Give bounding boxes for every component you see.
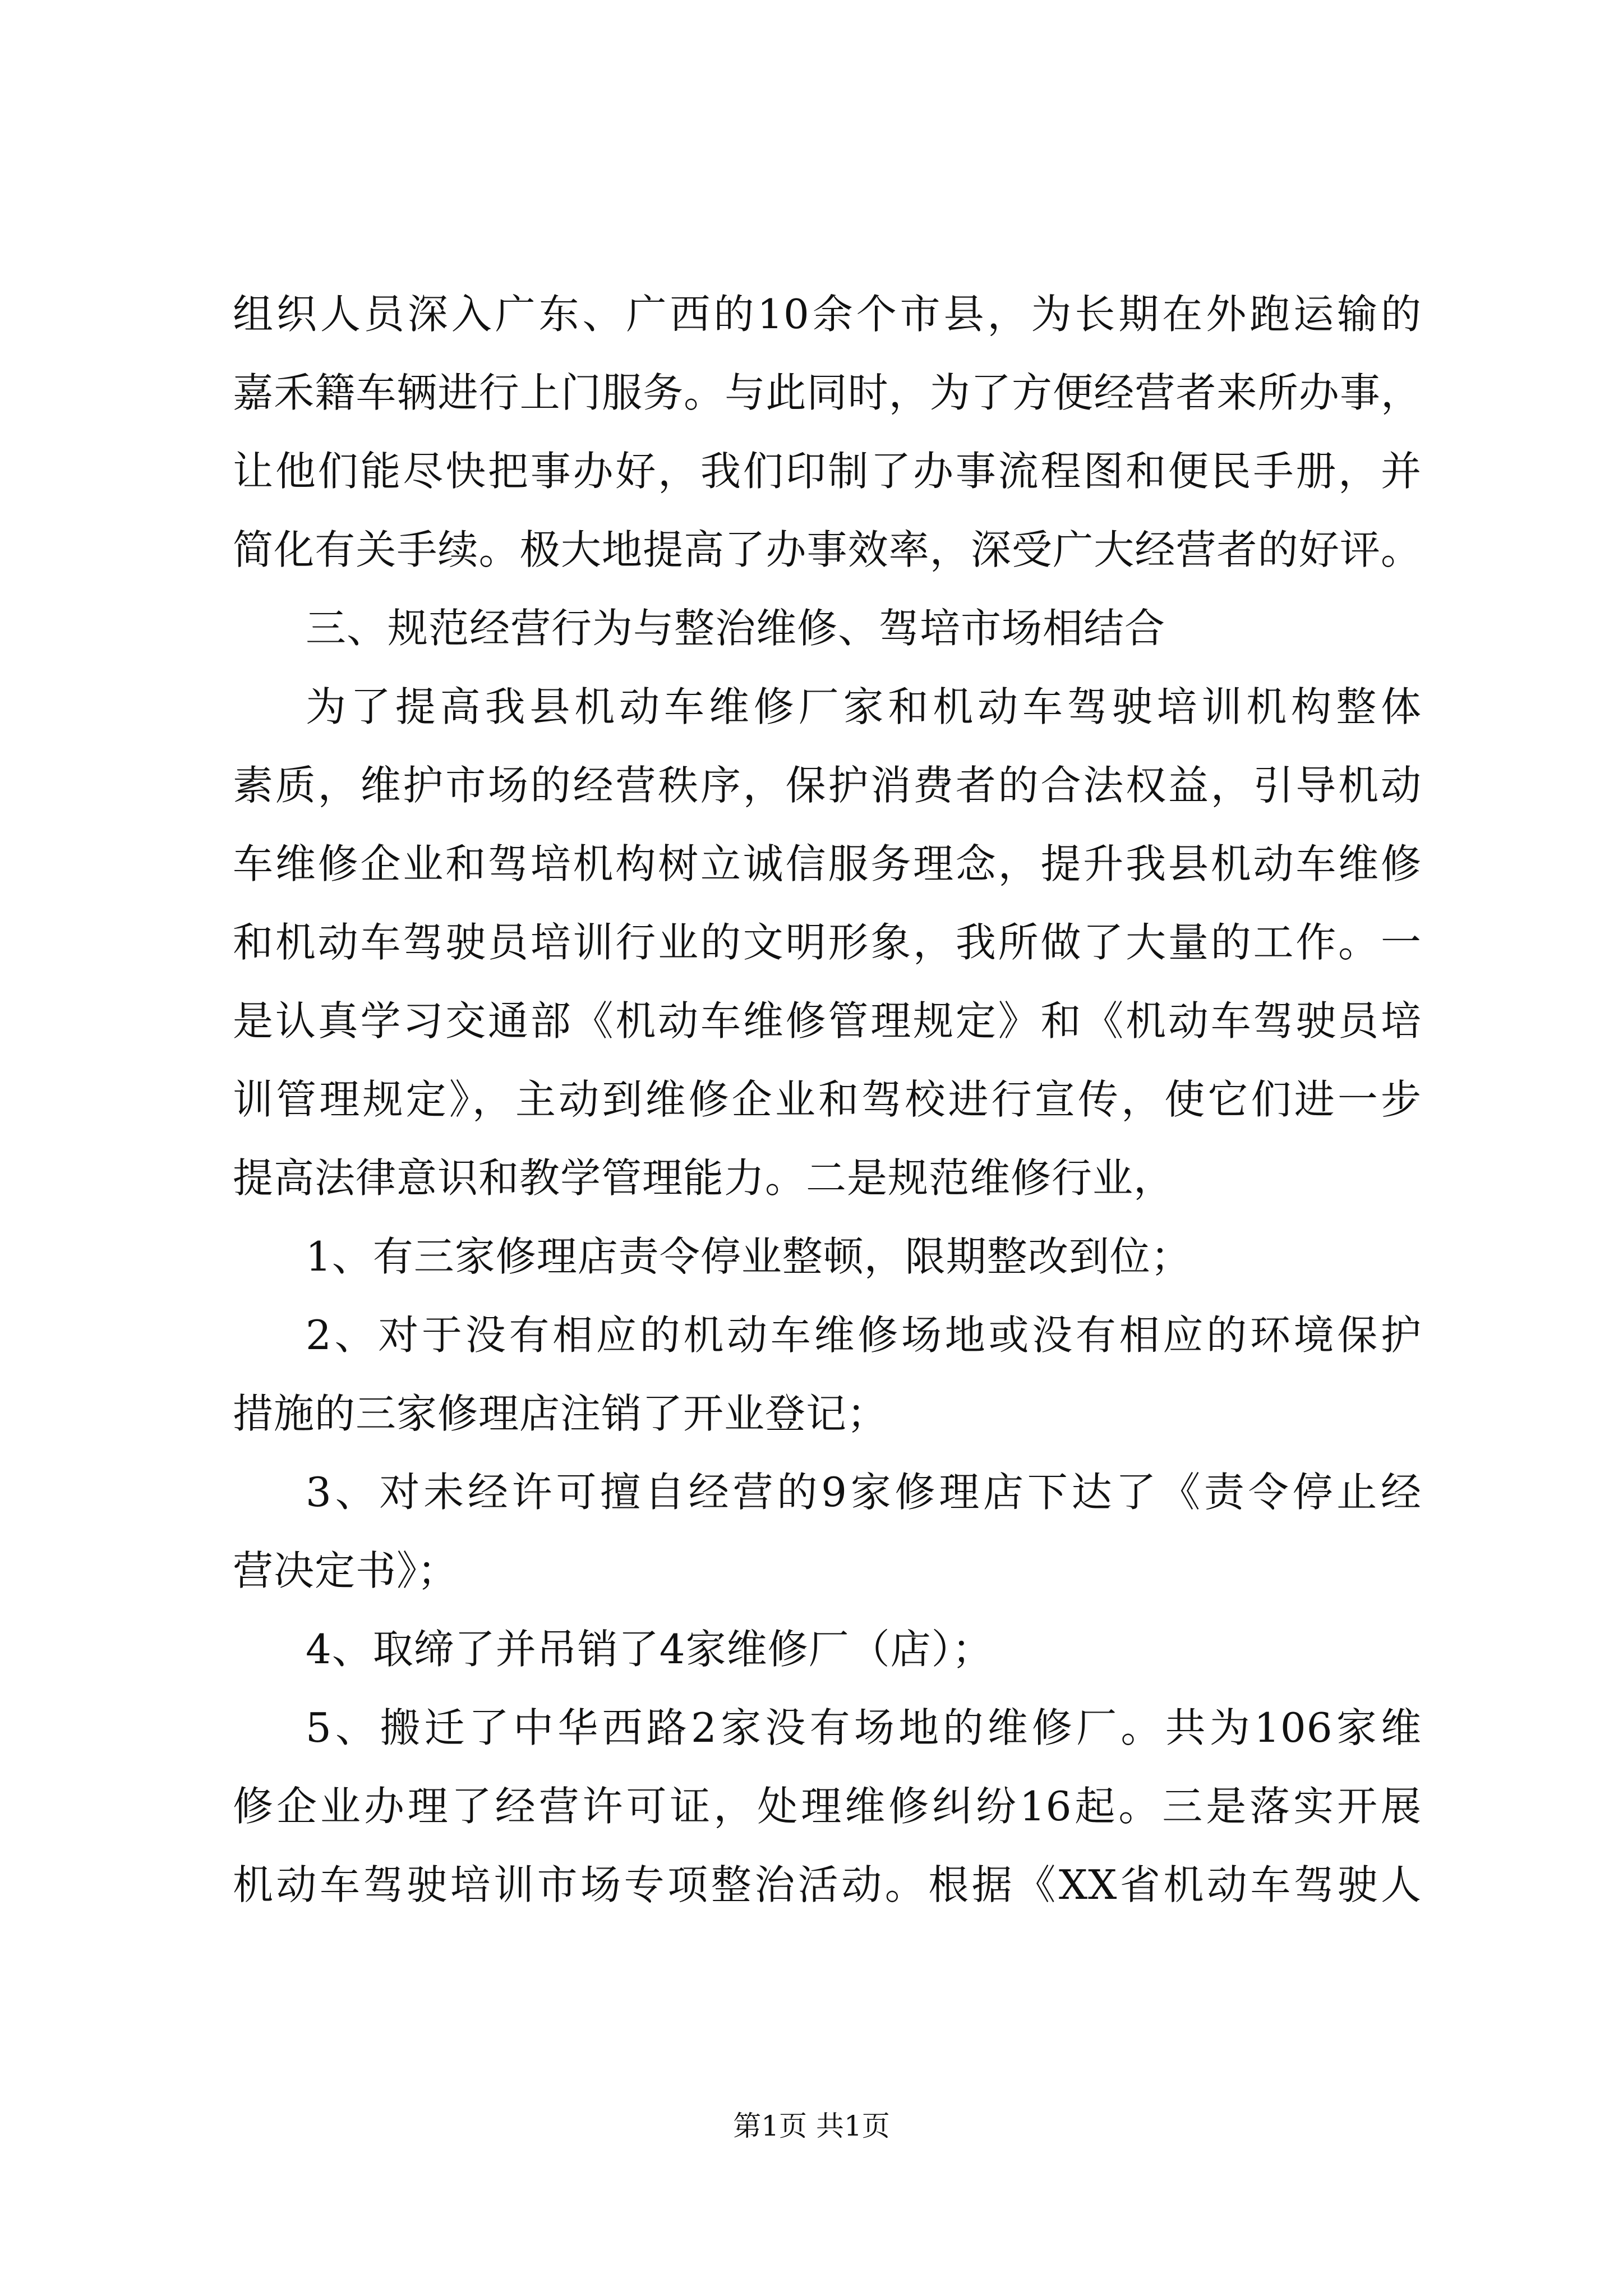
text-line: 让他们能尽快把事办好，我们印制了办事流程图和便民手册，并 bbox=[233, 448, 1422, 495]
text-line: 营决定书》； bbox=[233, 1547, 459, 1594]
text-line: 简化有关手续。极大地提高了办事效率，深受广大经营者的好评。 bbox=[233, 526, 1422, 573]
page-number-footer: 第1页 共1页 bbox=[733, 2110, 890, 2142]
text-line: 是认真学习交通部《机动车维修管理规定》和《机动车驾驶员培 bbox=[233, 997, 1422, 1045]
section-heading: 三、规范经营行为与整治维修、驾培市场相结合 bbox=[306, 605, 1166, 652]
list-item: 2、对于没有相应的机动车维修场地或没有相应的环境保护 bbox=[306, 1312, 1422, 1359]
list-item: 5、搬迁了中华西路2家没有场地的维修厂。共为106家维 bbox=[306, 1704, 1422, 1751]
text-line: 和机动车驾驶员培训行业的文明形象，我所做了大量的工作。一 bbox=[233, 919, 1422, 966]
text-line: 提高法律意识和教学管理能力。二是规范维修行业， bbox=[233, 1154, 1175, 1202]
text-line: 车维修企业和驾培机构树立诚信服务理念，提升我县机动车维修 bbox=[233, 840, 1422, 887]
list-item: 3、对未经许可擅自经营的9家修理店下达了《责令停止经 bbox=[306, 1469, 1422, 1516]
text-line: 嘉禾籍车辆进行上门服务。与此同时，为了方便经营者来所办事， bbox=[233, 369, 1422, 416]
text-line: 修企业办理了经营许可证，处理维修纠纷16起。三是落实开展 bbox=[233, 1783, 1422, 1830]
list-item: 1、有三家修理店责令停业整顿，限期整改到位； bbox=[306, 1233, 1192, 1280]
text-line: 素质，维护市场的经营秩序，保护消费者的合法权益，引导机动 bbox=[233, 762, 1422, 809]
list-item: 4、取缔了并吊销了4家维修厂（店）； bbox=[306, 1626, 993, 1673]
text-line: 组织人员深入广东、广西的10余个市县，为长期在外跑运输的 bbox=[233, 291, 1422, 338]
text-line: 机动车驾驶培训市场专项整治活动。根据《XX省机动车驾驶人 bbox=[233, 1861, 1422, 1908]
text-line: 措施的三家修理店注销了开业登记； bbox=[233, 1390, 888, 1437]
text-line: 训管理规定》，主动到维修企业和驾校进行宣传，使它们进一步 bbox=[233, 1076, 1422, 1123]
text-line: 为了提高我县机动车维修厂家和机动车驾驶培训机构整体 bbox=[306, 683, 1422, 730]
